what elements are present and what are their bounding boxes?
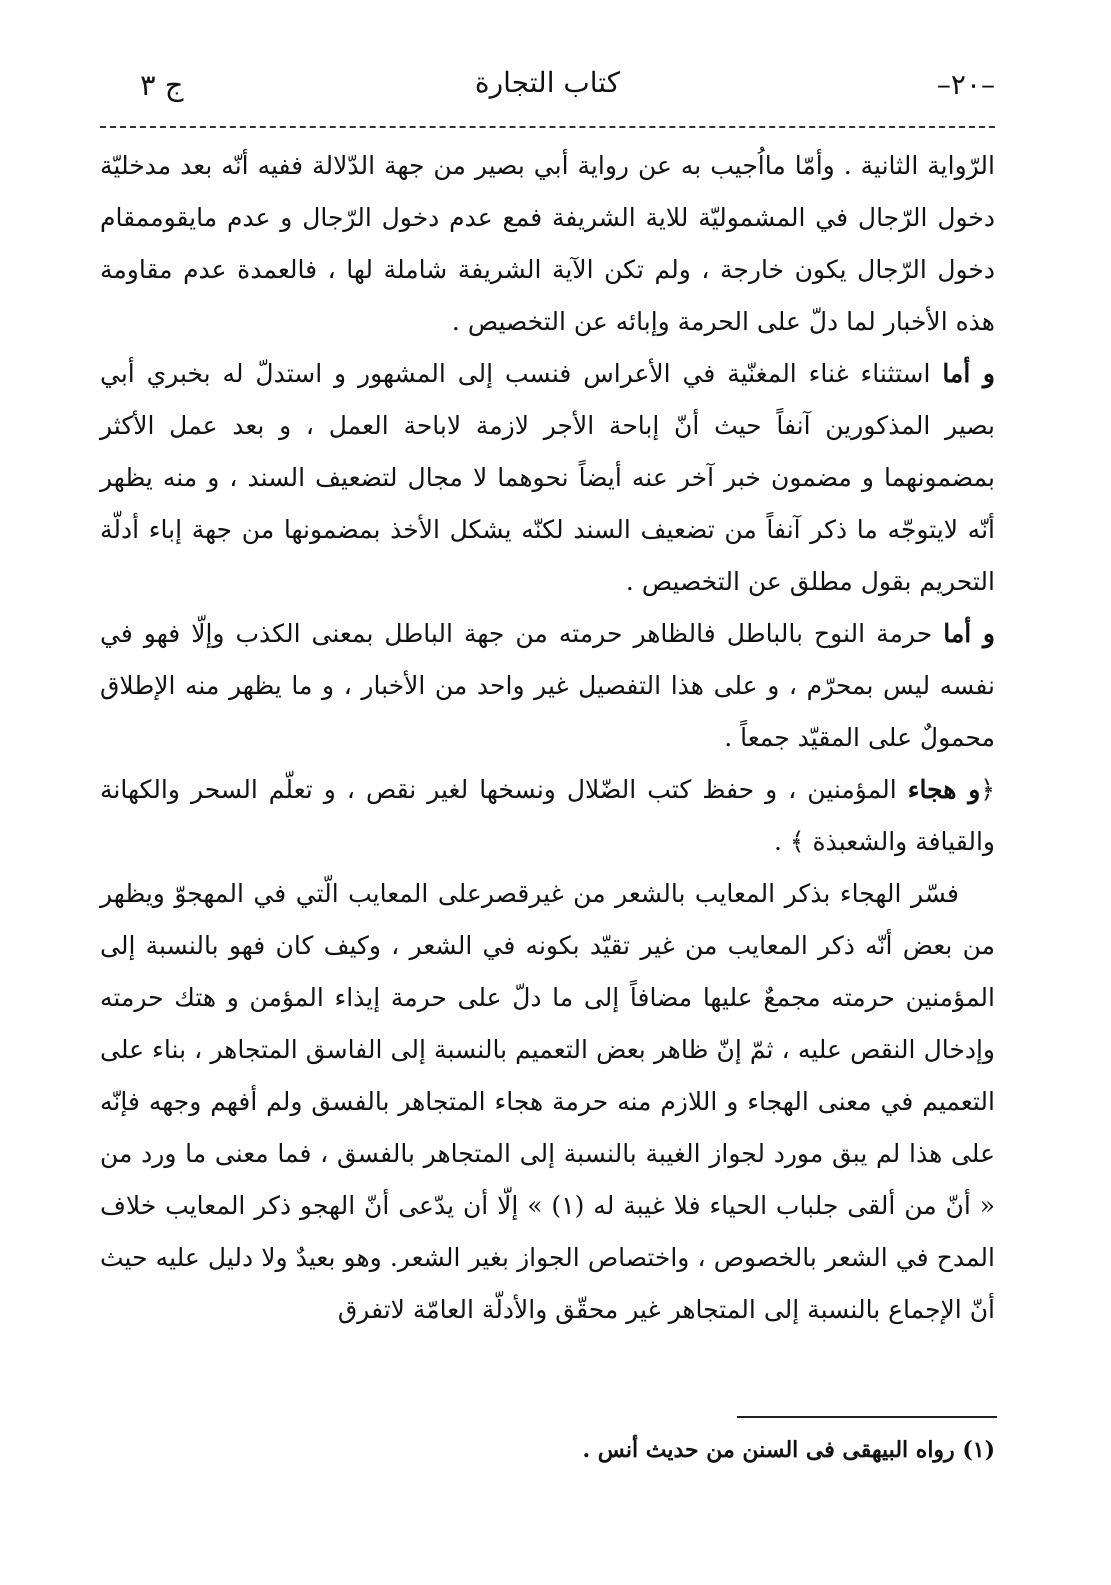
paragraph-1-text: الرّواية الثانية . وأمّا مااُجيب به عن رواية أبي بصير من جهة الدّلالة ففيه أنّه بعد مدخليّة دخول الرّجال في المشموليّة للاية الشريفة فمع عدم دخول الرّجال و عدم مايقوممقام دخول الرّجال يكون خارجة ، ولم تكن الآية الشريفة شاملة لها ، فالعمدة عدم مقاومة هذه الأخبار لما دلّ على الحرمة وإبائه عن التخصيص . — [100, 151, 995, 336]
commentary-paragraph — [100, 868, 995, 1336]
quote-close-mark: ﴾ . — [773, 827, 805, 856]
footnote-divider — [737, 1416, 997, 1418]
quote-lead: و هجاء — [907, 775, 981, 804]
book-title: كتاب التجارة — [474, 66, 621, 99]
paragraph-3-text: حرمة النوح بالباطل فالظاهر حرمته من جهة الباطل بمعنى الكذب وإلّا فهو في نفسه ليس بمحرّم ، و على هذا التفصيل غير واحد من الأخبار ، و ما يظهر منه الإطلاق محمولٌ على المقيّد جمعاً . — [100, 619, 995, 752]
page-header — [100, 62, 995, 106]
paragraph-2 — [100, 348, 995, 608]
paragraph-3 — [100, 608, 995, 764]
quote-text: المؤمنين ، و حفظ كتب الضّلال ونسخها لغير نقص ، و تعلّم السحر والكهانة والقيافة والشعبذة — [100, 775, 995, 856]
page-number: –٢٠– — [936, 68, 995, 101]
footnote: (١) رواه البيهقى فى السنن من حديث أنس . — [582, 1437, 995, 1463]
matn-quote — [100, 764, 995, 868]
paragraph-3-lead: و أما — [943, 619, 996, 648]
paragraph-1 — [100, 140, 995, 348]
commentary-text: فسّر الهجاء بذكر المعايب بالشعر من غيرقصرعلى المعايب الّتي في المهجوّ ويظهر من بعض أنّه ذكر المعايب من غير تقيّد بكونه في الشعر ، وكيف كان فهو بالنسبة إلى المؤمنين حرمته مجمعٌ عليها مضافاً إلى ما دلّ على حرمة إيذاء المؤمن و هتك حرمته وإدخال النقص عليه ، ثمّ إنّ ظاهر بعض التعميم بالنسبة إلى الفاسق المتجاهر ، بناء على التعميم في معنى الهجاء و اللازم منه حرمة هجاء المتجاهر بالفسق ولم أفهم وجهه فإنّه على هذا لم يبق مورد لجواز الغيبة بالنسبة إلى المتجاهر بالفسق ، فما معنى ما ورد من « أنّ من ألقى جلباب الحياء فلا غيبة له (١) » إلّا أن يدّعى أنّ الهجو ذكر المعايب خلاف المدح في الشعر بالخصوص ، واختصاص الجواز بغير الشعر. وهو بعيدٌ ولا دليل عليه حيث أنّ الإجماع بالنسبة إلى المتجاهر غير محقّق والأدلّة العامّة لاتفرق — [100, 879, 995, 1324]
main-text — [100, 140, 995, 1336]
quote-open-mark: ﴿ — [980, 775, 995, 804]
volume-number: ج ٣ — [140, 68, 184, 102]
paragraph-2-lead: و أما — [942, 359, 995, 388]
paragraph-2-text: استثناء غناء المغنّية في الأعراس فنسب إلى المشهور و استدلّ له بخبري أبي بصير المذكورين آنفاً حيث أنّ إباحة الأجر لازمة لاباحة العمل ، و بعد عمل الأكثر بمضمونهما و مضمون خبر آخر عنه أيضاً نحوهما لا مجال لتضعيف السند ، و منه يظهر أنّه لايتوجّه ما ذكر آنفاً من تضعيف السند لكنّه يشكل الأخذ بمضمونها من جهة إباء أدلّة التحريم بقول مطلق عن التخصيص . — [100, 359, 995, 596]
header-divider — [100, 126, 995, 128]
